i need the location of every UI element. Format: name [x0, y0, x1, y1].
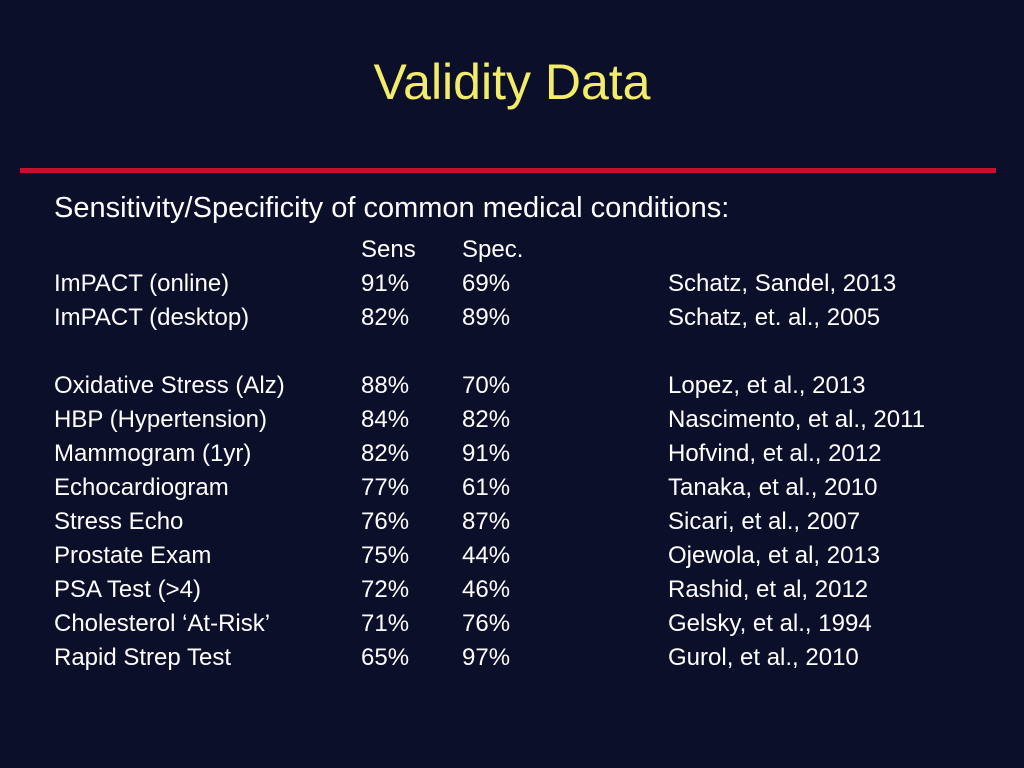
sensitivity-value: 76%	[361, 508, 410, 535]
condition-name: Mammogram (1yr)	[54, 440, 252, 467]
specificity-value: 61%	[462, 474, 511, 501]
sensitivity-value: 82%	[361, 440, 410, 467]
reference: Lopez, et al., 2013	[668, 372, 866, 399]
table-row	[54, 301, 984, 335]
reference: Gurol, et al., 2010	[668, 644, 859, 671]
specificity-value: 82%	[462, 406, 511, 433]
reference: Gelsky, et al., 1994	[668, 610, 872, 637]
condition-name: PSA Test (>4)	[54, 576, 201, 603]
condition-name: ImPACT (desktop)	[54, 304, 250, 331]
table-row	[54, 641, 984, 675]
reference: Sicari, et al., 2007	[668, 508, 861, 535]
slide-title: Validity Data	[373, 54, 651, 110]
condition-name: Oxidative Stress (Alz)	[54, 372, 285, 399]
slide-subtitle: Sensitivity/Specificity of common medical conditions:	[54, 192, 730, 224]
table-row	[54, 573, 984, 607]
specificity-value: 97%	[462, 644, 511, 671]
specificity-value: 44%	[462, 542, 511, 569]
condition-name: Rapid Strep Test	[54, 644, 231, 671]
condition-name: Echocardiogram	[54, 474, 229, 501]
condition-name: HBP (Hypertension)	[54, 406, 267, 433]
table-spacer	[54, 335, 984, 369]
sensitivity-value: 71%	[361, 610, 410, 637]
specificity-value: 69%	[462, 270, 511, 297]
table-row	[54, 471, 984, 505]
sensitivity-value: 72%	[361, 576, 410, 603]
reference: Rashid, et al, 2012	[668, 576, 869, 603]
condition-name: Cholesterol ‘At-Risk’	[54, 610, 271, 637]
reference: Schatz, Sandel, 2013	[668, 270, 897, 297]
table-row	[54, 437, 984, 471]
reference: Nascimento, et al., 2011	[668, 406, 926, 433]
reference: Hofvind, et al., 2012	[668, 440, 882, 467]
specificity-value: 87%	[462, 508, 511, 535]
specificity-value: 70%	[462, 372, 511, 399]
table-row	[54, 607, 984, 641]
sensitivity-value: 91%	[361, 270, 410, 297]
sensitivity-value: 88%	[361, 372, 410, 399]
sensitivity-value: 75%	[361, 542, 410, 569]
table-row	[54, 403, 984, 437]
table-header-row	[54, 233, 984, 267]
sensitivity-value: 65%	[361, 644, 410, 671]
specificity-value: 91%	[462, 440, 511, 467]
header-spec: Spec.	[462, 236, 524, 263]
table-row	[54, 539, 984, 573]
specificity-value: 89%	[462, 304, 511, 331]
reference: Ojewola, et al, 2013	[668, 542, 881, 569]
condition-name: ImPACT (online)	[54, 270, 230, 297]
condition-name: Stress Echo	[54, 508, 184, 535]
sensitivity-value: 82%	[361, 304, 410, 331]
specificity-value: 76%	[462, 610, 511, 637]
reference: Tanaka, et al., 2010	[668, 474, 878, 501]
header-sens: Sens	[361, 236, 416, 263]
condition-name: Prostate Exam	[54, 542, 212, 569]
sensitivity-value: 77%	[361, 474, 410, 501]
sensitivity-value: 84%	[361, 406, 410, 433]
table-row	[54, 369, 984, 403]
title-divider	[20, 168, 996, 173]
table-row	[54, 267, 984, 301]
table-row	[54, 505, 984, 539]
validity-table	[54, 233, 984, 675]
specificity-value: 46%	[462, 576, 511, 603]
reference: Schatz, et. al., 2005	[668, 304, 881, 331]
